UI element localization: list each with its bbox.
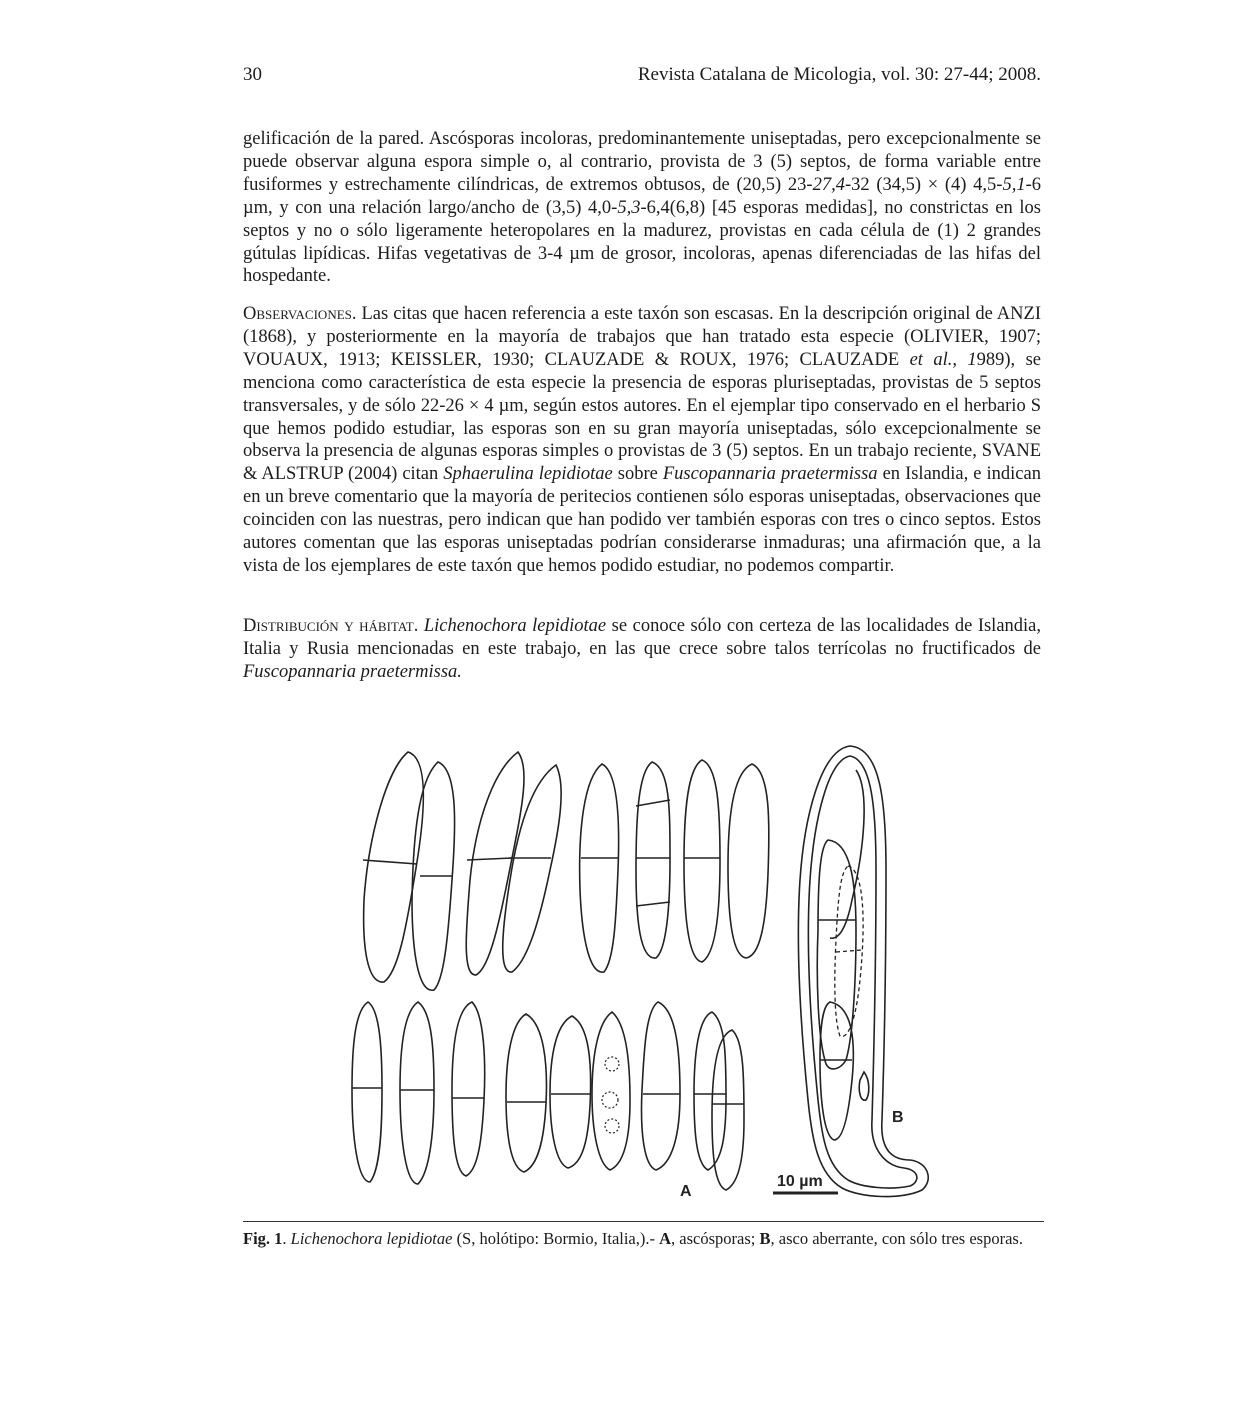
ascospore-8	[728, 764, 769, 958]
figure-label-a: A	[680, 1183, 692, 1200]
ascospore-4	[503, 765, 561, 972]
text-span: 989), se menciona como característica de esta especie la presencia de esporas pluriseptadas, provistas de 5 septos transversales, y de sólo 22-26 × 4 µm, según estos autores. En el ejemplar tipo conservado en el herbario S que hemos podido estudiar, las esporas son en su gran mayoría uniseptadas, sólo excepcionalmente se observa la presencia de algunas esporas simples o provistas de 3 (5) septos. En un trabajo reciente, SVANE & ALSTRUP (2004) citan	[243, 349, 1041, 485]
text-span: .	[282, 1229, 291, 1248]
text-span: , ascósporas;	[671, 1229, 760, 1248]
ascospore-16	[694, 1012, 726, 1170]
text-span: -6 µm, y con una relación largo/ancho de (3,5) 4,0-	[243, 174, 1041, 218]
italic-span: Fuscopannaria praetermissa	[662, 464, 878, 485]
text-span: -6,4(6,8) [45 esporas medidas], no constrictas en los septos y no o sólo ligeramente heteropolares en la madurez, provistas en cada célula de (1) 2 grandes gútulas lipídicas. Hifas vegetativas de 3-4 µm de grosor, incoloras, apenas diferenciadas de las hifas del hospedante.	[243, 197, 1041, 287]
caption-rule	[243, 1221, 1044, 1222]
ascospore-12	[506, 1014, 546, 1172]
italic-span: Fuscopannaria praetermissa.	[243, 661, 462, 682]
ascospore-3	[466, 752, 524, 975]
figure-label-b: B	[892, 1109, 904, 1126]
ascospore-9	[352, 1002, 382, 1182]
ascospore-13	[550, 1016, 591, 1168]
scale-bar-label: 10 µm	[777, 1173, 823, 1190]
caption-label-a: A	[659, 1229, 672, 1248]
caption-species: Lichenochora lepidiotae	[290, 1229, 453, 1248]
paragraph-distribucion	[243, 615, 1041, 684]
text-span: sobre	[612, 464, 663, 485]
ascospore-10	[400, 1002, 434, 1184]
ascospore-17	[712, 1030, 744, 1190]
ascus-b	[798, 746, 928, 1197]
figure-caption	[243, 1228, 1043, 1249]
ascospore-15	[642, 1002, 680, 1170]
text-span: (S, holótipo: Bormio, Italia,).-	[452, 1229, 660, 1248]
section-lead: Distribución y hábitat.	[243, 616, 419, 636]
ascospore-5	[580, 764, 619, 972]
text-span: se conoce sólo con certeza de las localidades de Islandia, Italia y Rusia mencionadas en este trabajo, en las que crece sobre talos terrícolas no fructificados de	[243, 616, 1042, 659]
text-span: -32 (34,5) × (4) 4,5-	[844, 174, 1003, 195]
section-lead: Observaciones.	[243, 304, 357, 324]
page-number: 30	[243, 64, 262, 85]
italic-span: Sphaerulina lepidiotae	[443, 464, 613, 485]
text-span: en Islandia, e indican en un breve comentario que la mayoría de peritecios contienen sólo esporas uniseptadas, observaciones que coinciden con las nuestras, pero indican que han podido ver también esporas con tres o cinco septos. Estos autores comentan que las esporas uniseptadas podrían considerarse inmaduras; una afirmación que, a la vista de los ejemplares de este taxón que hemos podido estudiar, no podemos compartir.	[243, 464, 1041, 576]
paragraph-observaciones	[243, 303, 1041, 578]
text-span: , asco aberrante, con sólo tres esporas.	[770, 1229, 1023, 1248]
italic-span: 27,4	[812, 174, 845, 195]
caption-label-b: B	[759, 1229, 771, 1248]
caption-label: Fig. 1	[243, 1229, 283, 1248]
running-header: Revista Catalana de Micologia, vol. 30: 27-44; 2008.	[637, 64, 1041, 85]
text-span: gelificación de la pared. Ascósporas incoloras, predominantemente uniseptadas, pero excepcionalmente se puede observar alguna espora simple o, al contrario, provista de 3 (5) septos, de forma variable entre fusiformes y estrechamente cilíndricas, de extremos obtusos, de (20,5) 23-	[243, 129, 1041, 195]
italic-span: Lichenochora lepidiotae	[423, 616, 607, 636]
ascospore-2	[412, 762, 455, 990]
italic-span: 5,3	[617, 197, 641, 218]
text-span: Las citas que hacen referencia a este taxón son escasas. En la descripción original de ANZI (1868), y posteriormente en la mayoría de trabajos que han tratado esta especie (OLIVIER, 1907; VOUAUX, 1913; KEISSLER, 1930; CLAUZADE & ROUX, 1976; CLAUZADE	[243, 304, 1041, 370]
figure-1-drawing	[345, 742, 935, 1207]
paragraph-description	[243, 128, 1041, 288]
italic-span: et al., 1	[909, 349, 977, 370]
ascospore-11	[452, 1002, 485, 1176]
ascospore-7	[684, 760, 720, 962]
ascospore-6	[636, 762, 670, 958]
italic-span: 5,1	[1002, 174, 1026, 195]
ascospore-14	[592, 1012, 630, 1170]
